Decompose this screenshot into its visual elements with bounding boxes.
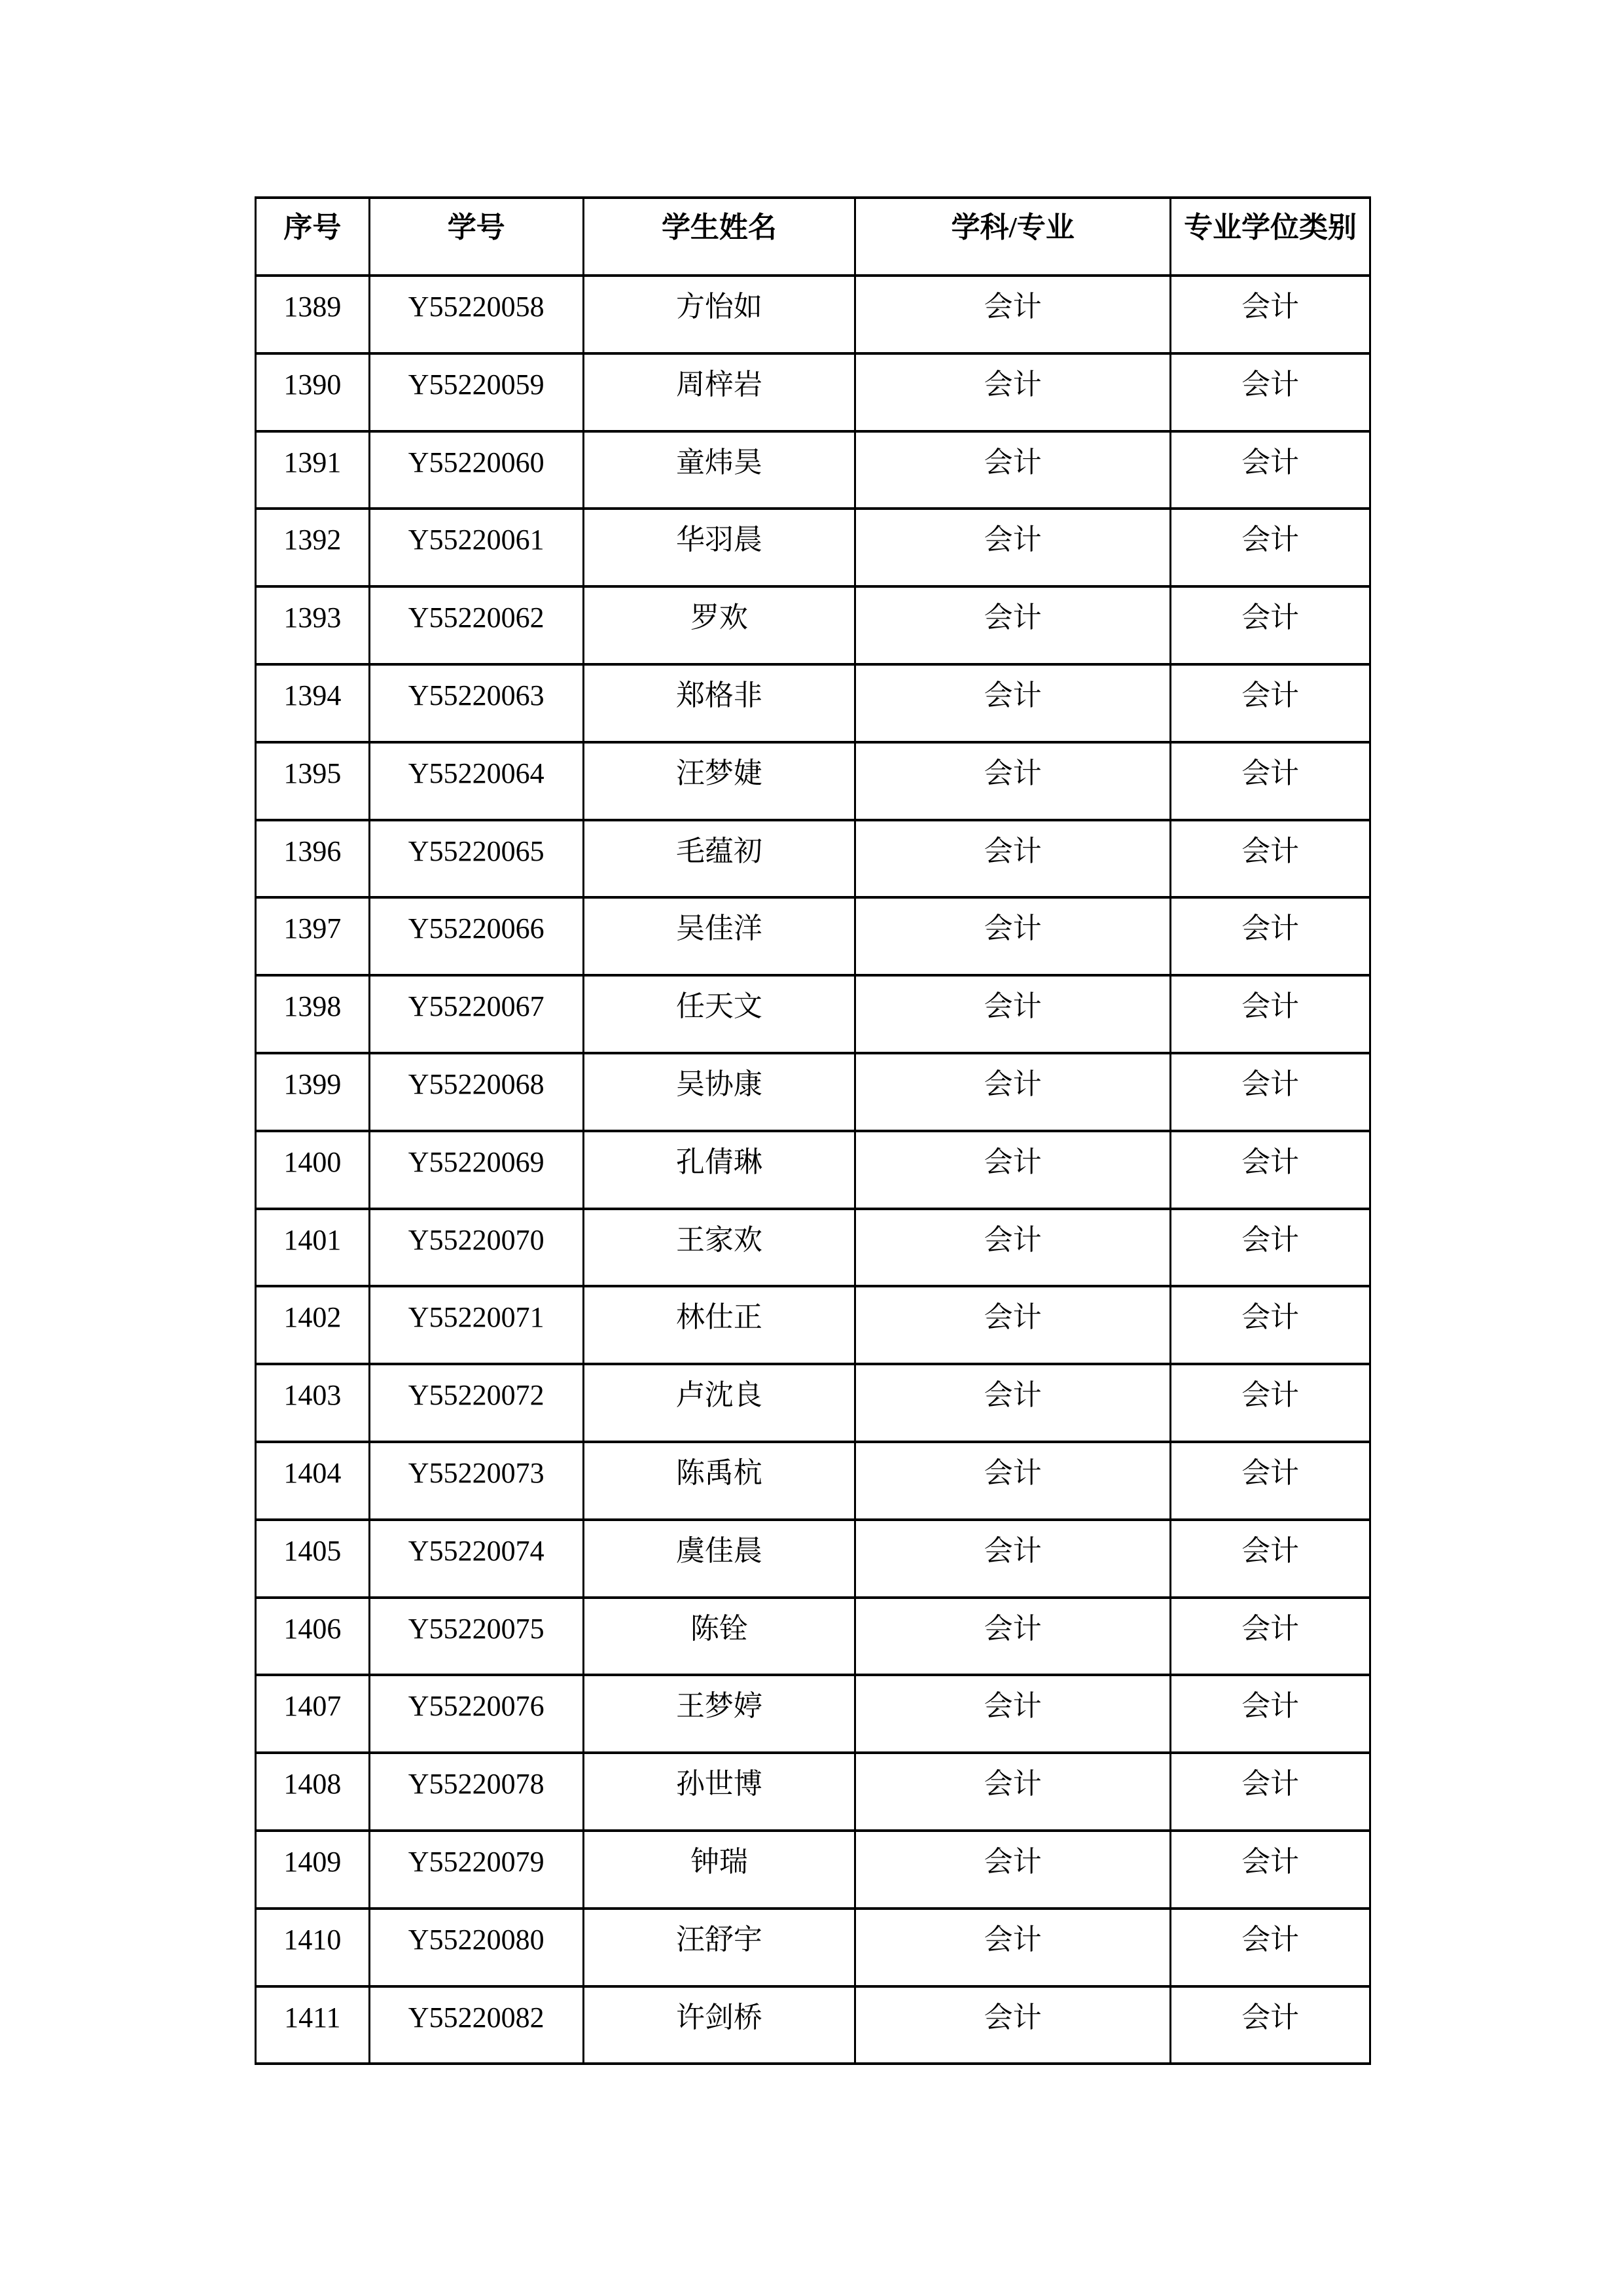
- cell-student-name: 许剑桥: [583, 1986, 855, 2064]
- col-header-seq: 序号: [256, 198, 370, 276]
- table-row: [256, 1986, 1370, 2064]
- cell-student-id: Y55220065: [369, 820, 583, 898]
- cell-student-name: 林仕正: [583, 1286, 855, 1364]
- cell-student-id: Y55220082: [369, 1986, 583, 2064]
- cell-student-name: 郑格非: [583, 664, 855, 742]
- table-row: [256, 897, 1370, 975]
- table-row: [256, 586, 1370, 664]
- cell-degree-category: 会计: [1171, 1675, 1370, 1753]
- cell-seq: 1405: [256, 1520, 370, 1598]
- table-row: [256, 1286, 1370, 1364]
- cell-major: 会计: [855, 1209, 1171, 1287]
- cell-major: 会计: [855, 276, 1171, 353]
- table-row: [256, 1675, 1370, 1753]
- cell-major: 会计: [855, 820, 1171, 898]
- cell-student-name: 陈禹杭: [583, 1442, 855, 1520]
- cell-student-id: Y55220078: [369, 1753, 583, 1831]
- table-row: [256, 431, 1370, 509]
- cell-degree-category: 会计: [1171, 509, 1370, 586]
- table-row: [256, 1909, 1370, 1986]
- cell-student-name: 吴协康: [583, 1053, 855, 1131]
- cell-seq: 1394: [256, 664, 370, 742]
- cell-major: 会计: [855, 1753, 1171, 1831]
- col-header-degree-category: 专业学位类别: [1171, 198, 1370, 276]
- cell-student-id: Y55220064: [369, 742, 583, 820]
- cell-degree-category: 会计: [1171, 353, 1370, 431]
- cell-degree-category: 会计: [1171, 586, 1370, 664]
- cell-major: 会计: [855, 353, 1171, 431]
- cell-student-name: 吴佳洋: [583, 897, 855, 975]
- cell-seq: 1411: [256, 1986, 370, 2064]
- cell-student-id: Y55220066: [369, 897, 583, 975]
- cell-seq: 1402: [256, 1286, 370, 1364]
- cell-student-name: 方怡如: [583, 276, 855, 353]
- cell-student-id: Y55220072: [369, 1364, 583, 1442]
- cell-degree-category: 会计: [1171, 1286, 1370, 1364]
- cell-seq: 1400: [256, 1131, 370, 1209]
- col-header-student-name: 学生姓名: [583, 198, 855, 276]
- cell-seq: 1391: [256, 431, 370, 509]
- cell-student-id: Y55220069: [369, 1131, 583, 1209]
- cell-student-name: 汪梦婕: [583, 742, 855, 820]
- cell-major: 会计: [855, 664, 1171, 742]
- cell-student-id: Y55220070: [369, 1209, 583, 1287]
- table-body: [256, 276, 1370, 2064]
- cell-student-name: 毛蕴初: [583, 820, 855, 898]
- cell-degree-category: 会计: [1171, 897, 1370, 975]
- cell-seq: 1408: [256, 1753, 370, 1831]
- table-row: [256, 975, 1370, 1053]
- cell-seq: 1409: [256, 1831, 370, 1909]
- table-row: [256, 1131, 1370, 1209]
- cell-student-name: 汪舒宇: [583, 1909, 855, 1986]
- cell-seq: 1410: [256, 1909, 370, 1986]
- cell-student-id: Y55220059: [369, 353, 583, 431]
- cell-degree-category: 会计: [1171, 1831, 1370, 1909]
- cell-degree-category: 会计: [1171, 1520, 1370, 1598]
- cell-major: 会计: [855, 1442, 1171, 1520]
- table-row: [256, 664, 1370, 742]
- cell-degree-category: 会计: [1171, 1364, 1370, 1442]
- table-row: [256, 1209, 1370, 1287]
- table-row: [256, 1442, 1370, 1520]
- cell-degree-category: 会计: [1171, 431, 1370, 509]
- cell-student-name: 孔倩琳: [583, 1131, 855, 1209]
- cell-seq: 1398: [256, 975, 370, 1053]
- cell-student-id: Y55220073: [369, 1442, 583, 1520]
- cell-major: 会计: [855, 1286, 1171, 1364]
- cell-seq: 1390: [256, 353, 370, 431]
- cell-degree-category: 会计: [1171, 820, 1370, 898]
- table-row: [256, 1753, 1370, 1831]
- cell-degree-category: 会计: [1171, 1053, 1370, 1131]
- cell-major: 会计: [855, 431, 1171, 509]
- cell-degree-category: 会计: [1171, 664, 1370, 742]
- cell-student-name: 华羽晨: [583, 509, 855, 586]
- cell-degree-category: 会计: [1171, 1442, 1370, 1520]
- table-row: [256, 1364, 1370, 1442]
- student-roster-table: [255, 196, 1371, 2065]
- cell-major: 会计: [855, 742, 1171, 820]
- cell-seq: 1389: [256, 276, 370, 353]
- cell-student-id: Y55220079: [369, 1831, 583, 1909]
- cell-major: 会计: [855, 1598, 1171, 1676]
- cell-student-name: 虞佳晨: [583, 1520, 855, 1598]
- cell-major: 会计: [855, 897, 1171, 975]
- cell-seq: 1406: [256, 1598, 370, 1676]
- cell-student-name: 周梓岩: [583, 353, 855, 431]
- cell-major: 会计: [855, 1364, 1171, 1442]
- table-row: [256, 742, 1370, 820]
- cell-major: 会计: [855, 586, 1171, 664]
- cell-student-name: 陈铨: [583, 1598, 855, 1676]
- cell-major: 会计: [855, 975, 1171, 1053]
- table-row: [256, 1598, 1370, 1676]
- cell-degree-category: 会计: [1171, 1986, 1370, 2064]
- cell-major: 会计: [855, 509, 1171, 586]
- cell-seq: 1396: [256, 820, 370, 898]
- cell-major: 会计: [855, 1986, 1171, 2064]
- cell-seq: 1395: [256, 742, 370, 820]
- cell-degree-category: 会计: [1171, 975, 1370, 1053]
- table-row: [256, 820, 1370, 898]
- cell-seq: 1399: [256, 1053, 370, 1131]
- cell-major: 会计: [855, 1520, 1171, 1598]
- cell-major: 会计: [855, 1675, 1171, 1753]
- cell-seq: 1407: [256, 1675, 370, 1753]
- cell-student-id: Y55220068: [369, 1053, 583, 1131]
- cell-student-id: Y55220060: [369, 431, 583, 509]
- table-row: [256, 353, 1370, 431]
- cell-degree-category: 会计: [1171, 1753, 1370, 1831]
- cell-student-name: 王家欢: [583, 1209, 855, 1287]
- header-row: [256, 198, 1370, 276]
- cell-student-name: 卢沈良: [583, 1364, 855, 1442]
- cell-student-id: Y55220063: [369, 664, 583, 742]
- cell-degree-category: 会计: [1171, 1131, 1370, 1209]
- cell-major: 会计: [855, 1131, 1171, 1209]
- col-header-major: 学科/专业: [855, 198, 1171, 276]
- cell-degree-category: 会计: [1171, 1209, 1370, 1287]
- cell-seq: 1392: [256, 509, 370, 586]
- cell-student-id: Y55220071: [369, 1286, 583, 1364]
- cell-degree-category: 会计: [1171, 276, 1370, 353]
- cell-student-name: 钟瑞: [583, 1831, 855, 1909]
- cell-student-id: Y55220080: [369, 1909, 583, 1986]
- cell-student-id: Y55220076: [369, 1675, 583, 1753]
- table-row: [256, 1520, 1370, 1598]
- cell-major: 会计: [855, 1831, 1171, 1909]
- cell-student-name: 罗欢: [583, 586, 855, 664]
- cell-student-id: Y55220075: [369, 1598, 583, 1676]
- cell-student-name: 王梦婷: [583, 1675, 855, 1753]
- cell-student-id: Y55220061: [369, 509, 583, 586]
- cell-student-id: Y55220074: [369, 1520, 583, 1598]
- cell-seq: 1397: [256, 897, 370, 975]
- cell-student-name: 任天文: [583, 975, 855, 1053]
- cell-degree-category: 会计: [1171, 742, 1370, 820]
- cell-student-name: 童炜昊: [583, 431, 855, 509]
- cell-major: 会计: [855, 1909, 1171, 1986]
- cell-degree-category: 会计: [1171, 1909, 1370, 1986]
- cell-seq: 1401: [256, 1209, 370, 1287]
- cell-student-id: Y55220067: [369, 975, 583, 1053]
- cell-seq: 1393: [256, 586, 370, 664]
- table-row: [256, 1053, 1370, 1131]
- cell-student-id: Y55220062: [369, 586, 583, 664]
- cell-student-name: 孙世博: [583, 1753, 855, 1831]
- cell-degree-category: 会计: [1171, 1598, 1370, 1676]
- table-row: [256, 276, 1370, 353]
- cell-seq: 1403: [256, 1364, 370, 1442]
- col-header-student-id: 学号: [369, 198, 583, 276]
- cell-major: 会计: [855, 1053, 1171, 1131]
- cell-student-id: Y55220058: [369, 276, 583, 353]
- cell-seq: 1404: [256, 1442, 370, 1520]
- table-row: [256, 509, 1370, 586]
- table-row: [256, 1831, 1370, 1909]
